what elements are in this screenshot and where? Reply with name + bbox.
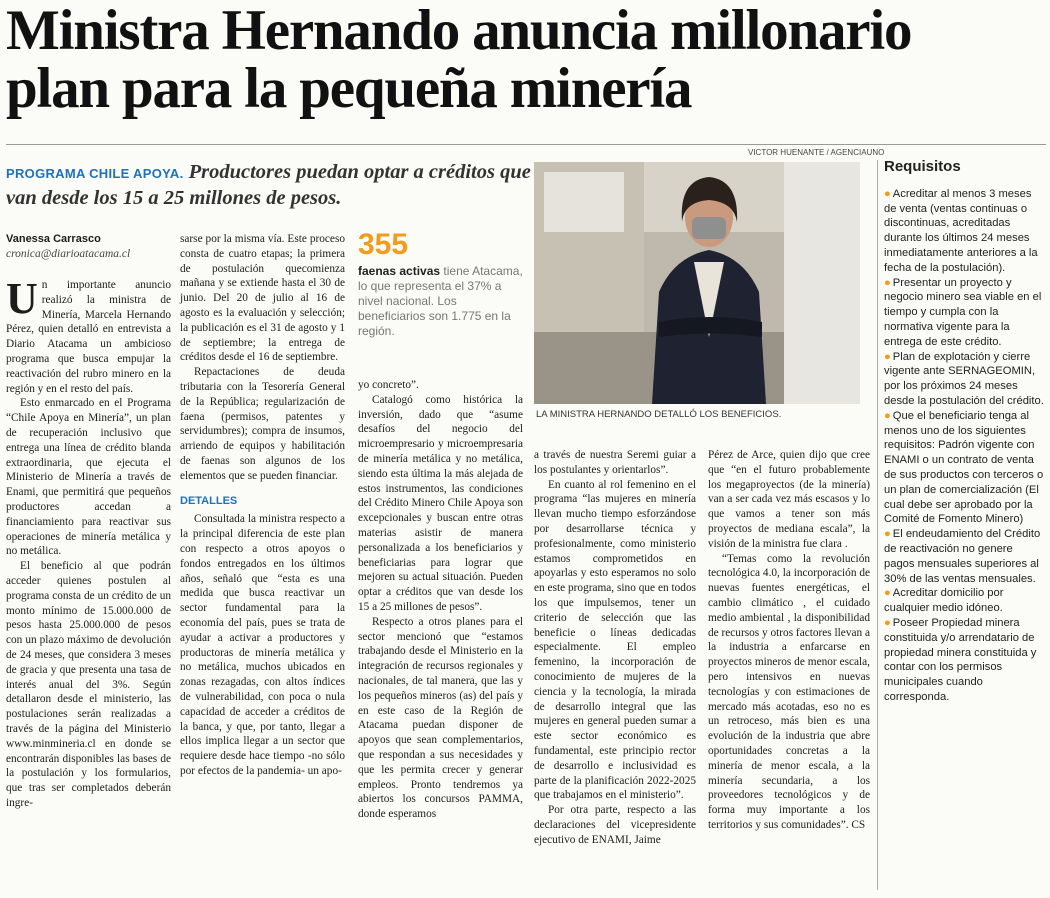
requisito-text: El endeudamiento del Crédito de reactivación no genere pagos mensuales superiores al 30% de las ventas mensuales. [884, 528, 1041, 585]
requisito-text: Que el beneficiario tenga al menos uno de los siguientes requisitos: Padrón vigente con ENAMI o un contrato de venta de sus productos con terceros o un plan de comercialización (El cual debe ser aprobado por la Comité de Fomento Minero) [884, 409, 1044, 526]
stat-callout [358, 230, 526, 339]
photo-caption: LA MINISTRA HERNANDO DETALLÓ LOS BENEFICIOS. [536, 409, 782, 420]
requisito-item [884, 350, 1046, 409]
col3-p1: yo concreto”. [358, 379, 419, 391]
col4-p2: En cuanto al rol femenino en el programa “las mujeres en minería llevan mucho tiempo esforzándose por desarrollarse técnica y profesionalmente, como ministerio estamos comprometidos en apoyarlas y esto esperamos no solo en este programa, sino que en todos los que impulsemos, tener un criterio de selección que las beneficie o líneas dedicadas especialmente. El empleo femenino, la incorporación de conocimiento de mujeres de la ciencia y la tecnología, la mirada de desarrollo integral que las mujeres en general pueden sumar a este sector económico es fundamental, este principio rector de desarrollo e inclusividad es parte de la planificación 2022-2025 que trabajamos en el ministerio”. [534, 478, 696, 802]
headline [6, 2, 1046, 118]
col5-p2: “Temas como la revolución tecnológica 4.0, la incorporación de nuevas fuentes energéticas, el cambio climático , el cuidado medio ambiental , la disponibilidad de recursos y otros factores llevan a la industria a enfarcarse en proyectos mineros de menor escala, pero intensivos en nuevas tecnologías y con estimaciones de mercado más acotadas, eso no es un retroceso, más bien es una evolución de la industria que abre oportunidades concretas a la minería de menor escala, a la minería secundaria, a los proveedores tecnológicos y de forma muy importante a los territorios y sus comunidades”. CS [708, 552, 870, 831]
col2-p1: sarse por la misma vía. Este proceso consta de cuatro etapas; la primera de postulación quecomienza mañana y se extiende hasta el 30 de junio. Del 20 de julio al 16 de agosto es la evaluación y selección; la publicación es el 31 de agosto y 1 de septiembre; la entrega de créditos desde el 16 de septiembre. [180, 233, 345, 364]
requisito-item [884, 586, 1046, 616]
requisito-item [884, 616, 1046, 705]
headline-line-2: plan para la pequeña minería [6, 57, 692, 120]
bullet-icon: ● [884, 616, 891, 629]
stat-bold: faenas activas [358, 264, 441, 278]
article-column-3 [358, 378, 523, 822]
article-column-2 [180, 232, 345, 779]
requisitos-box [884, 160, 1046, 705]
dropcap: U [6, 274, 38, 323]
byline-author: Vanessa Carrasco [6, 233, 101, 245]
bullet-icon: ● [884, 409, 891, 422]
requisito-item [884, 527, 1046, 586]
article-column-4 [534, 448, 696, 848]
stat-text [358, 264, 526, 339]
minister-photo [534, 162, 860, 404]
col2-p2: Repactaciones de deuda tributaria con la Tesorería General de la República; regularización de faena (permisos, patentes y servidumbres); compra de insumos, arriendo de equipos y habilitación de faenas son algunos de los elementos que se pueden financiar. [180, 366, 345, 482]
col4-p3: Por otra parte, respecto a las declaraciones del vicepresidente ejecutivo de ENAMI, Jaime [534, 804, 696, 846]
col1-p3: El beneficio al que podrán acceder quienes postulen al programa consta de un crédito de un monto mínimo de 15.000.000 de pesos hasta 25.000.000 de pesos con un plazo máximo de devolución de 24 meses, que considera 3 meses de gracia y que presenta una tasa de interés anual del 3%. Según detallaron desde el ministerio, las postulaciones serán realizadas a través de la página del Ministerio www.minmineria.cl en donde se encontrarán disponibles las bases de la postulación y los formularios, que tras ser completados deberán ingre- [6, 560, 171, 809]
col4-p1: a través de nuestra Seremi guiar a los postulantes y orientarlos”. [534, 449, 696, 476]
bullet-icon: ● [884, 587, 891, 600]
requisito-text: Acreditar domicilio por cualquier medio idóneo. [884, 587, 1004, 615]
requisito-item [884, 187, 1046, 276]
requisito-item [884, 276, 1046, 350]
deck-text: Productores puedan optar a créditos que van desde los 15 a 25 millones de pesos. [6, 161, 531, 209]
bullet-icon: ● [884, 528, 891, 541]
col1-p1: n importante anuncio realizó la ministra de Minería, Marcela Hernando Pérez, quien detalló en entrevista a Diario Atacama un ambicioso programa que busca empujar la reactivación del rubro minero en la región y en el resto del país. [6, 279, 171, 395]
col5-p1: Pérez de Arce, quien dijo que cree que “en el futuro probablemente los megaproyectos (de la minería) van a ser cada vez más escasos y lo que vamos a tener son más proyectos de mediana escala”, la visión de la ministra fue clara . [708, 449, 870, 550]
minister-photo-image [534, 162, 860, 404]
requisito-text: Plan de explotación y cierre vigente ante SERNAGEOMIN, por los próximos 24 meses desde la postulación del crédito. [884, 350, 1044, 407]
requisito-text: Acreditar al menos 3 meses de venta (ventas continuas o discontinuas, acreditadas durante los últimos 24 meses inmediatamente anteriores a la fecha de la postulación). [884, 187, 1038, 274]
stat-number: 355 [358, 228, 409, 261]
requisito-item [884, 409, 1046, 527]
requisitos-title: Requisitos [884, 158, 961, 175]
col2-p3: Consultada la ministra respecto a la principal diferencia de este plan con respecto a otros apoyos o fondos entregados en los últimos años, señaló que “esta es una medida que busca reactivar un sector fundamental para la economía del país, pues se trata de ayudar a activar a productores y productoras de minería metálica y no metálica, muchos ubicados en zonas rezagadas, con altos índices de vulnerabilidad, con poca o nula capacidad de acceder a créditos de la banca, y que, por tanto, llegar a ellos implica llegar a un sector que requiere desde hace tiempo -no sólo por efectos de la pandemia- un apo- [180, 513, 345, 777]
bullet-icon: ● [884, 187, 891, 200]
requisito-text: Poseer Propiedad minera constituida y/o arrendatario de propiedad minera constituida y contar con los permisos municipales cuando corresponda. [884, 616, 1037, 703]
bullet-icon: ● [884, 350, 891, 363]
col3-p3: Respecto a otros planes para el sector mencionó que “estamos trabajando desde el Ministerio en la integración de recursos regionales y nacionales, de tal manera, que las y los pequeños mineros (as) del país y en este caso de la Región de Atacama puedan disponer de apoyos que sean complementarios, que respondan a sus necesidades y que les permita crecer y generar empleos. Pronto tendremos ya abiertos los concursos PAMMA, donde esperamos [358, 615, 523, 821]
bullet-icon: ● [884, 276, 891, 289]
col3-p2: Catalogó como histórica la inversión, dado que “asume desafíos del negocio del microempresario y microempresaria de minería metálica y no metálica, siendo esta última la más alejada de estos instrumentos, las condiciones del Crédito Minero Chile Apoya son excepcionales y buscan entre otras materias asistir de manera personalizada a los beneficiarios y beneficiarias para lograr que mejoren su actual situación. Pueden optar a créditos que van desde los 15 a 25 millones de pesos”. [358, 393, 523, 613]
deck [6, 160, 531, 210]
byline-email: cronica@diarioatacama.cl [6, 248, 131, 260]
article-column-1 [6, 274, 171, 811]
sidebar-divider [877, 160, 878, 890]
col1-p2: Esto enmarcado en el Programa “Chile Apoya en Minería”, un plan de recuperación inclusivo que entrega una línea de crédito blanda extraordinaria, que ejecuta el Ministerio de Minería a través de Enami, que permitirá que pequeños productores accedan a financiamiento para reactivar sus operaciones de minería metálica y no metálica. [6, 397, 171, 558]
headline-rule [6, 144, 1046, 145]
subhead-detalles: DETALLES [180, 494, 238, 507]
photo-credit: VICTOR HUENANTE / AGENCIAUNO [748, 148, 885, 157]
stat-body: tiene Atacama, lo que representa el 37% a nivel nacional. Los beneficiarios son 1.775 en la región. [358, 264, 523, 338]
article-column-5 [708, 448, 870, 833]
byline [6, 232, 171, 262]
headline-line-1: Ministra Hernando anuncia millonario [6, 0, 912, 62]
requisito-text: Presentar un proyecto y negocio minero sea viable en el tiempo y cumpla con la normativa vigente para la entrega de este crédito. [884, 276, 1042, 348]
deck-tag: PROGRAMA CHILE APOYA. [6, 166, 184, 181]
